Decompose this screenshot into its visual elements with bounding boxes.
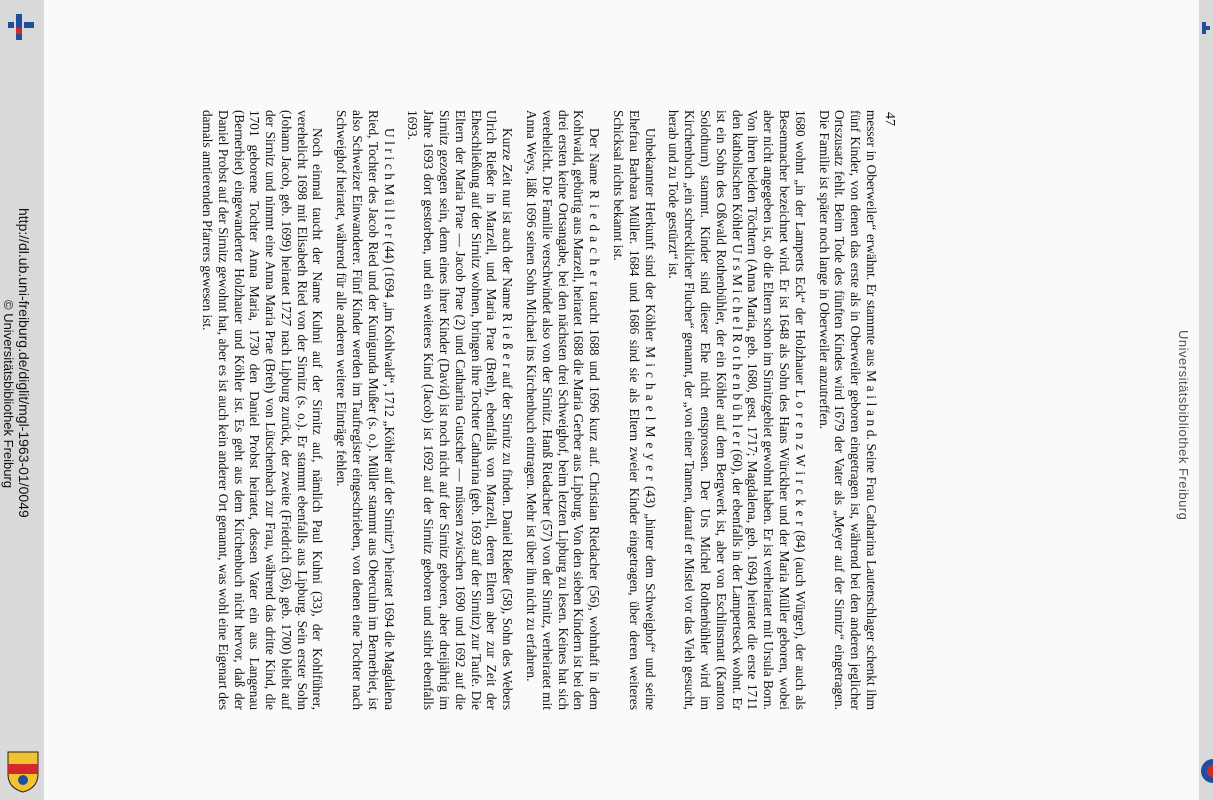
paragraph: U l r i c h M ü l l e r (44) (1694 „im Kohlwald“, 1712 „Köhler auf der Sirnitz“) heiratet 1694 die Magdalena Ried, Tochter des Jacob Ried und der Kunigunda Mußer (s. o.). Müller stammt aus Oberculm im Bernerbiet, ist also Schweizer Einwanderer. Fünf Kinder werden im Taufregister eingeschrieben, von denen eine Tochter nach Schweighof heiratet, während für alle anderen weitere Einträge fehlen. — [334, 110, 397, 710]
paragraph: Unbekannter Herkunft sind der Köhler M i c h a e l M e y e r (43) „hinter dem Schweighof“ und seine Ehefrau Barbara Müller. 1684 und 1686 sind sie als Eltern zweier Kinder eingetragen, über deren weiteres Schicksal nichts bekannt ist. — [611, 110, 658, 710]
header-fragment: Universitätsbibliothek Freiburg — [1176, 330, 1191, 521]
copyright-notice: © Universitätsbibliothek Freiburg — [1, 300, 16, 489]
document-url[interactable]: http://dl.ub.uni-freiburg.de/diglit/mgl-1963-01/0049 — [16, 208, 32, 518]
rotated-page-content — [44, 0, 1199, 800]
paragraph: Kurze Zeit nur ist auch der Name R i e ß e r auf der Sirnitz zu finden. Daniel Rießer (58), Sohn des Webers Ulrich Rießer in Marzell, und Maria Prae (Breh), ebenfalls von Marzell, deren Eltern aber zur Zeit der Eheschließung auf der Sirnitz wohnen, bringen ihre Tochter Catharina (geb. 1693 auf der Sirnitz) zur Taufe. Die Eltern der Maria Prae — Jacob Prae (2) und Catharina Gutscher — müssen zwischen 1690 und 1692 auf die Sirnitz gezogen sein, denn eines ihrer Kinder (David) ist noch nicht auf der Sirnitz geboren, aber dreijährig im Jahre 1693 dort gestorben, und ein weiteres Kind (Jacob) ist 1692 auf der Sirnitz geboren und stirbt ebenfalls 1693. — [405, 110, 516, 710]
right-edge-logo-icon — [1199, 22, 1211, 34]
paragraph: messer in Oberweiler“ erwähnt. Er stammte aus M a i l a n d. Seine Frau Catharina Lautenschlager schenkt ihm fünf Kinder, von denen das erste als in Oberweiler geboren eingetragen ist, während bei den anderen jeglicher Ortszusatz fehlt. Beim Tode des fünften Kindes wird 1679 der Vater als „Meyer auf der Sirnitz“ eingetragen. Die Familie ist später noch lange in Oberweiler anzutreffen. — [816, 110, 879, 710]
right-edge-emblem-icon — [1199, 754, 1213, 788]
page-body-text — [191, 110, 879, 710]
viewer-side-strip — [0, 0, 44, 800]
right-viewer-margin — [1199, 0, 1213, 800]
paragraph: Noch einmal taucht der Name Kuhni auf der Sirnitz auf, nämlich Paul Kuhni (33), der Kohlführer, verehelicht 1698 mit Elisabeth Ried von der Sirnitz (s. o.). Er stammt ebenfalls aus Lipburg. Sein erster Sohn (Johann Jacob, geb. 1699) heiratet 1727 nach Lipburg zurück, der zweite (Friedrich (36), geb. 1700) bleibt auf der Sirnitz und nimmt eine Anna Maria Prae (Breh) von Lütschenbach zur Frau, während das dritte Kind, die 1701 geborene Tochter Anna Maria, 1730 den Daniel Probst heiratet, dessen Vater ein aus Langenau (Bernerbiet) eingewanderter Holzhauer und Köhler ist. Es geht aus dem Kirchenbuch nicht hervor, daß der Daniel Probst auf der Sirnitz gewohnt hat, aber es ist auch kein anderer Ort genannt, was wohl eine Eigenart des damals amtierenden Pfarrers gewesen ist. — [199, 110, 326, 710]
page-number: 47 — [882, 112, 897, 126]
paragraph: 1680 wohnt „in der Lamperts Eck“ der Holzhauer L o r e n z W i r c k e r (84) (auch Würger), der auch als Besenmacher bezeichnet wird. Er ist 1648 als Sohn des Hans Würckher und der Maria Müller geboren, wobei aber nicht angegeben ist, ob die Eltern schon im Sirnitzgebiet gewohnt haben. Er ist verheiratet mit Ursula Born. Von ihren beiden Töchtern (Anna Maria, geb. 1680, gest. 1717; Magdalena, geb. 1694) heiratet die erste 1711 den katholischen Köhler U r s M i c h e l R o t h e n b ü h l e r (60), der ebenfalls in der Lampertseck wohnt. Er ist ein Sohn des Oßwald Rothenbühler, der ein Köhler auf dem Bergwerk ist, aber von Eschlinsmatt (Kanton Solothurn) stammt. Kinder sind dieser Ehe nicht entsprossen. Der Urs Michel Rothenbühler wird im Kirchenbuch „ein schrecklicher Flucher“ genannt, der „von einer Tannen, darauf er Mistel vor das Vieh gesucht, herab und zu Tode gestürzt“ ist. — [666, 110, 808, 710]
scanned-page — [44, 0, 1199, 800]
paragraph: Der Name R i e d a c h e r taucht 1688 und 1696 kurz auf. Christian Riedacher (56), wohnhaft in dem Kohlwald, gebürtig aus Marzell, heiratet 1688 die Maria Gerber aus Lipburg. Von den sieben Kindern ist bei den drei ersten keine Ortsangabe, bei den nächsten drei Schweighof, beim letzten Lipburg zu lesen. Keines hat sich verehelicht. Die Familie verschwindet also von der Sirnitz. Hanß Riedacher (57) von der Sirnitz, verheiratet mit Anna Weys, läßt 1696 seinen Sohn Michael ins Kirchenbuch eintragen. Mehr ist über ihn nicht zu erfahren. — [524, 110, 603, 710]
